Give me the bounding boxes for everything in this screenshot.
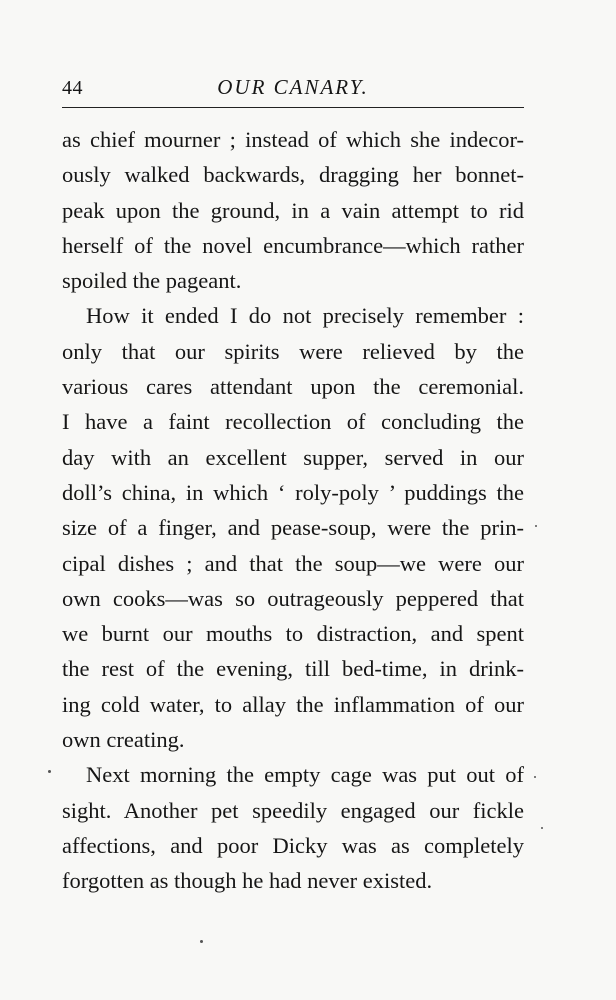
text-line: only that our spirits were relieved by the: [62, 338, 524, 364]
text-line: I have a faint recollection of concluding the: [62, 409, 524, 435]
text-line: day with an excellent supper, served in our: [62, 444, 524, 470]
ink-speck: [48, 770, 51, 773]
text-line: forgotten as though he had never existed.: [62, 868, 433, 894]
text-line: various cares attendant upon the ceremonial.: [62, 374, 524, 400]
ink-speck: [200, 940, 203, 943]
text-line: own creating.: [62, 727, 185, 753]
running-title: OUR CANARY.: [217, 75, 369, 99]
text-line: affections, and poor Dicky was as completely: [62, 832, 524, 858]
page-number: 44: [62, 77, 83, 99]
text-line: spoiled the pageant.: [62, 268, 242, 294]
ink-speck: [535, 525, 537, 527]
running-header: [62, 72, 524, 102]
text-line: the rest of the evening, till bed-time, in drink-: [62, 656, 524, 682]
text-line: sight. Another pet speedily engaged our fickle: [62, 797, 524, 823]
text-line: Next morning the empty cage was put out of: [86, 762, 524, 788]
text-line: peak upon the ground, in a vain attempt to rid: [62, 197, 524, 223]
text-line: ously walked backwards, dragging her bonnet-: [62, 162, 524, 188]
text-line: ing cold water, to allay the inflammation of our: [62, 691, 524, 717]
ink-speck: [534, 776, 536, 778]
text-line: size of a finger, and pease-soup, were the prin-: [62, 515, 524, 541]
header-rule: [62, 107, 524, 108]
text-line: herself of the novel encumbrance—which rather: [62, 232, 524, 258]
ink-speck: [541, 827, 543, 829]
body-text: [62, 122, 524, 899]
text-line: own cooks—was so outrageously peppered that: [62, 585, 524, 611]
text-line: doll’s china, in which ‘ roly-poly ’ puddings the: [62, 479, 524, 505]
text-line: cipal dishes ; and that the soup—we were our: [62, 550, 524, 576]
text-line: How it ended I do not precisely remember :: [86, 303, 524, 329]
text-line: as chief mourner ; instead of which she indecor-: [62, 127, 524, 152]
text-line: we burnt our mouths to distraction, and spent: [62, 621, 524, 647]
